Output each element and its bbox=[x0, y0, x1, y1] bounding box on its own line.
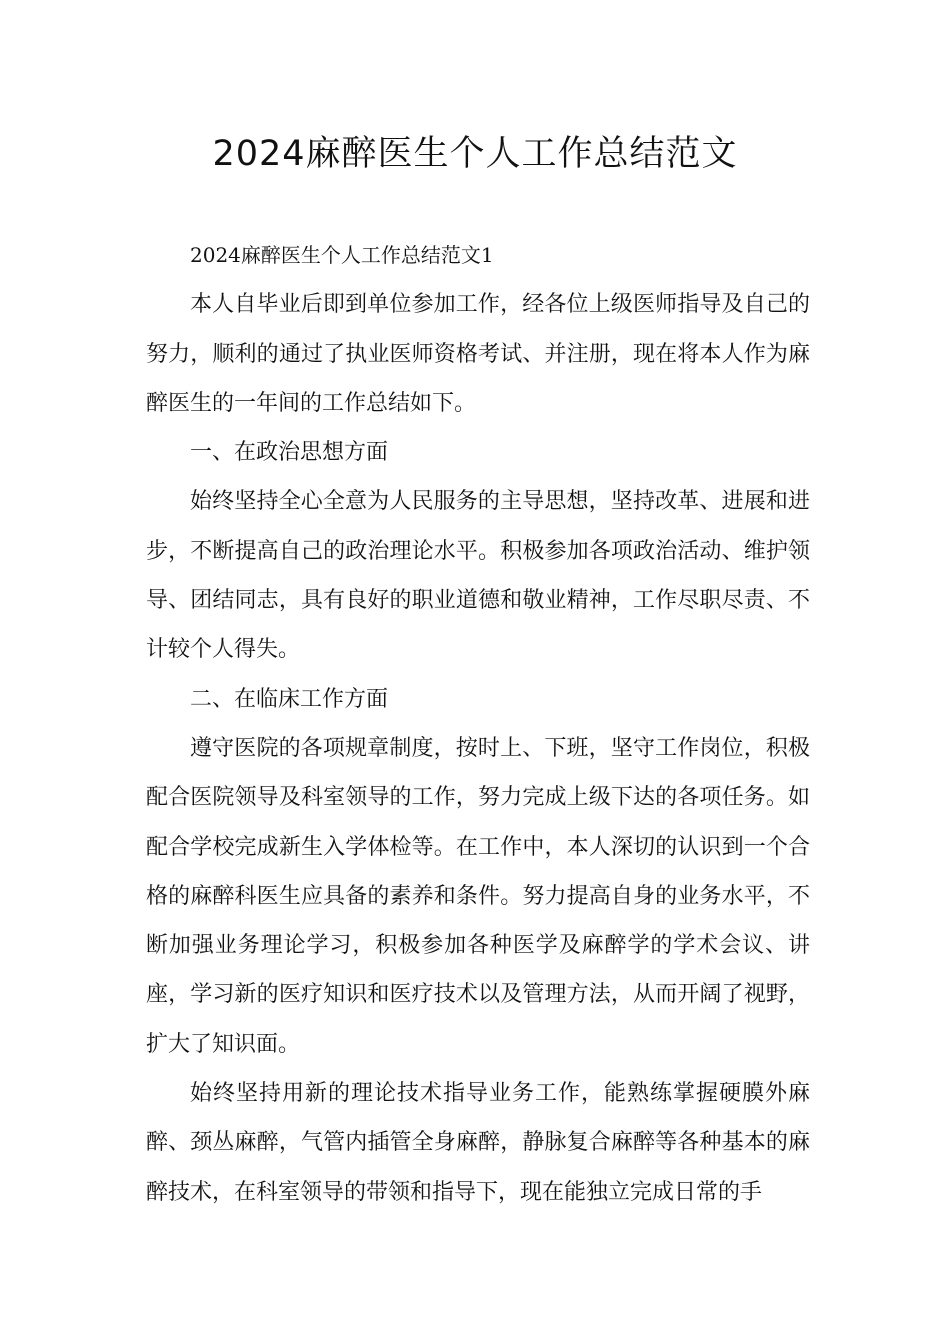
paragraph-political-thought: 始终坚持全心全意为人民服务的主导思想，坚持改革、进展和进步，不断提高自己的政治理论水平。积极参加各项政治活动、维护领导、团结同志，具有良好的职业道德和敬业精神，工作尽职尽责、不计较个人得失。 bbox=[146, 489, 810, 663]
paragraph-clinical-work: 遵守医院的各项规章制度，按时上、下班，坚守工作岗位，积极配合医院领导及科室领导的工作，努力完成上级下达的各项任务。如配合学校完成新生入学体检等。在工作中，本人深切的认识到一个合格的麻醉科医生应具备的素养和条件。努力提高自身的业务水平，不断加强业务理论学习，积极参加各种医学及麻醉学的学术会议、讲座，学习新的医疗知识和医疗技术以及管理方法，从而开阔了视野，扩大了知识面。 bbox=[146, 735, 810, 1057]
document-title: 2024麻醉医生个人工作总结范文 bbox=[212, 134, 738, 174]
paragraph-intro: 本人自毕业后即到单位参加工作，经各位上级医师指导及自己的努力，顺利的通过了执业医师资格考试、并注册，现在将本人作为麻醉医生的一年间的工作总结如下。 bbox=[146, 292, 810, 416]
section-subtitle: 2024麻醉医生个人工作总结范文1 bbox=[190, 243, 494, 267]
document-body bbox=[146, 231, 810, 1217]
paragraph-technical-skills: 始终坚持用新的理论技术指导业务工作，能熟练掌握硬膜外麻醉、颈丛麻醉，气管内插管全身麻醉，静脉复合麻醉等各种基本的麻醉技术，在科室领导的带领和指导下，现在能独立完成日常的手 bbox=[146, 1081, 810, 1205]
heading-clinical-work: 二、在临床工作方面 bbox=[190, 686, 389, 712]
heading-political-thought: 一、在政治思想方面 bbox=[190, 440, 389, 466]
